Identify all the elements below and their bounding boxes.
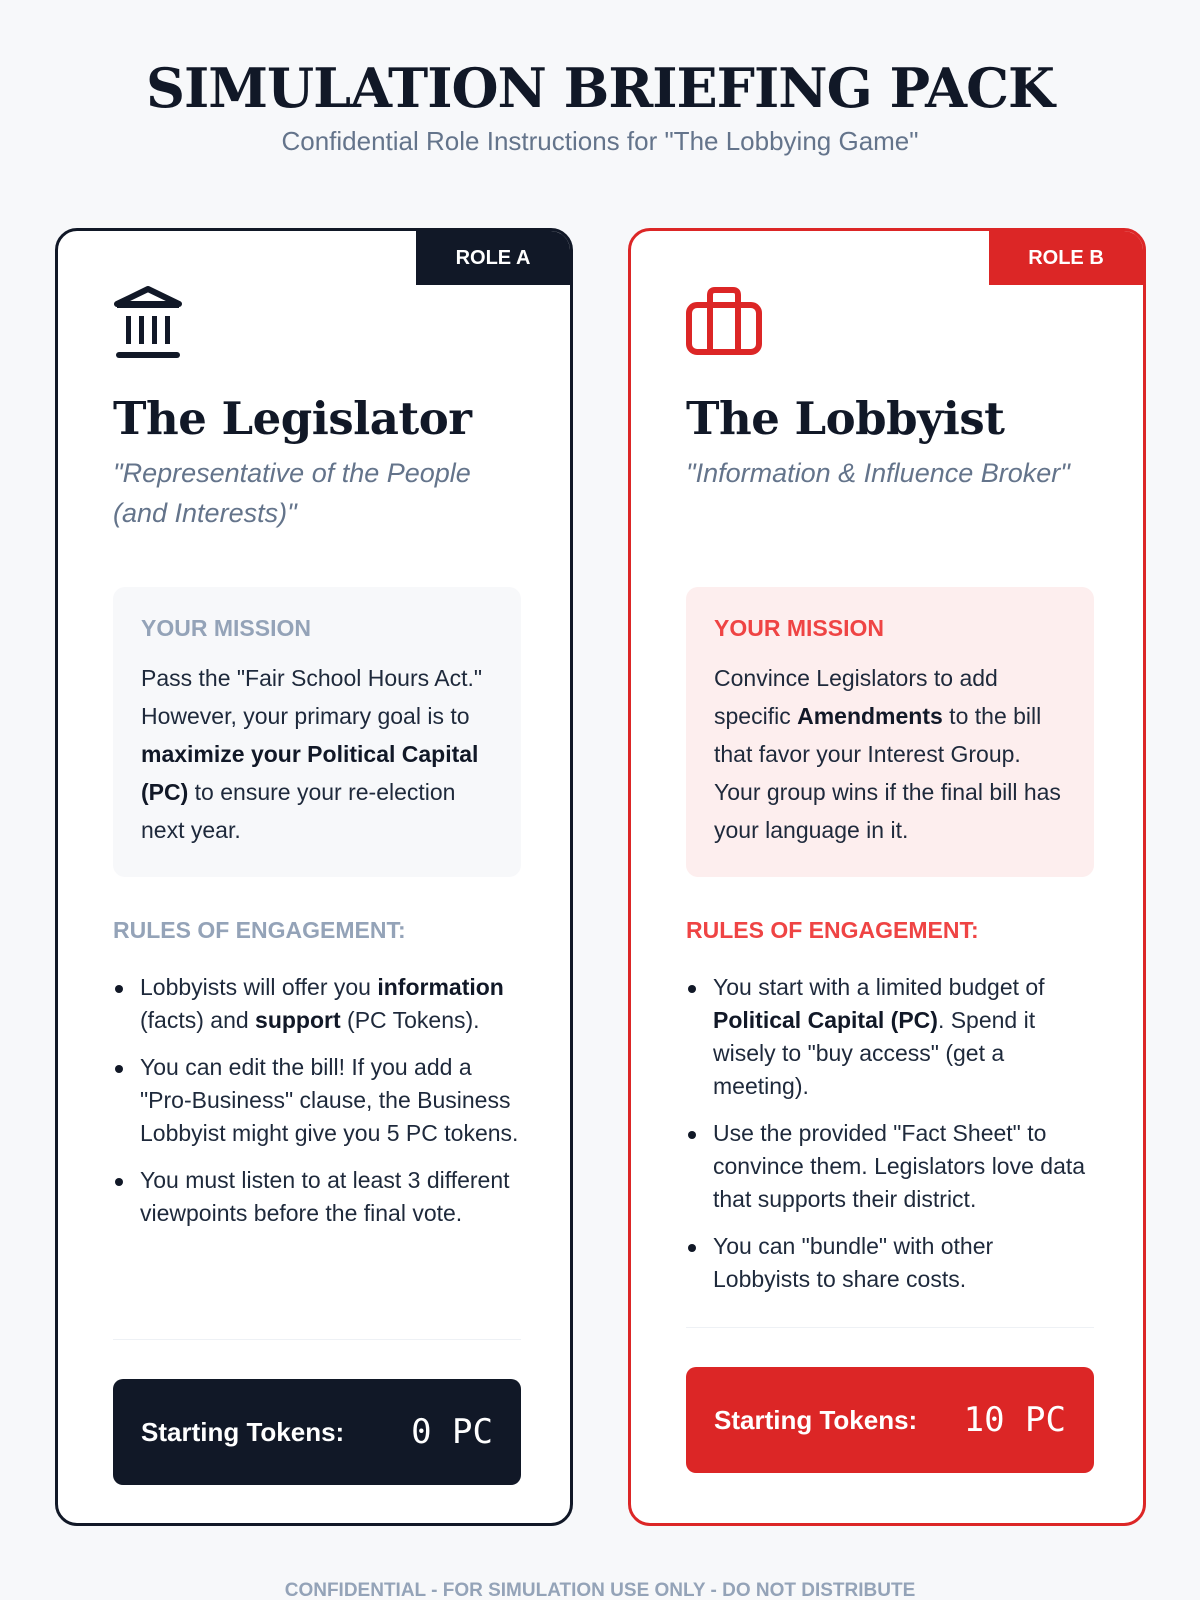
tokens-value: 10 PC (963, 1400, 1066, 1440)
rule-item: You must listen to at least 3 different viewpoints before the final vote. (113, 1164, 521, 1230)
starting-tokens-box (686, 1367, 1094, 1473)
rule-item: You can "bundle" with other Lobbyists to share costs. (686, 1230, 1094, 1296)
mission-box (686, 587, 1094, 877)
rule-item: You can edit the bill! If you add a "Pro-Business" clause, the Business Lobbyist might give you 5 PC tokens. (113, 1051, 521, 1150)
tokens-label: Starting Tokens: (141, 1416, 345, 1447)
mission-box (113, 587, 521, 877)
page-subtitle: Confidential Role Instructions for "The Lobbying Game" (281, 126, 919, 156)
rules-label: RULES OF ENGAGEMENT: (113, 917, 406, 943)
role-title: The Lobbyist (686, 392, 1005, 445)
mission-label: YOUR MISSION (714, 615, 884, 641)
tokens-label: Starting Tokens: (714, 1404, 918, 1435)
role-card-legislator (55, 228, 573, 1526)
capitol-building-icon (113, 286, 183, 367)
rules-label: RULES OF ENGAGEMENT: (686, 917, 979, 943)
role-tag: ROLE B (989, 231, 1143, 285)
mission-label: YOUR MISSION (141, 615, 311, 641)
role-quote: "Information & Influence Broker" (686, 458, 1070, 488)
rule-item: Use the provided "Fact Sheet" to convince them. Legislators love data that supports their district. (686, 1117, 1094, 1216)
mission-text: Convince Legislators to add specific Amendments to the bill that favor your Interest Group. Your group wins if the final bill has your language in it. (714, 665, 1061, 843)
divider (686, 1327, 1094, 1328)
divider (113, 1339, 521, 1340)
confidential-footer: CONFIDENTIAL - FOR SIMULATION USE ONLY - DO NOT DISTRIBUTE (284, 1580, 916, 1600)
page-header (0, 56, 1200, 157)
role-card-lobbyist (628, 228, 1146, 1526)
starting-tokens-box (113, 1379, 521, 1485)
role-tag: ROLE A (416, 231, 570, 285)
role-quote: "Representative of the People (and Interests)" (113, 458, 471, 528)
briefcase-icon (686, 286, 762, 361)
page-title: SIMULATION BRIEFING PACK (146, 56, 1054, 120)
rule-item: Lobbyists will offer you information (facts) and support (PC Tokens). (113, 971, 521, 1037)
tokens-value: 0 PC (411, 1412, 493, 1452)
rule-item: You start with a limited budget of Political Capital (PC). Spend it wisely to "buy access" (get a meeting). (686, 971, 1094, 1103)
mission-text: Pass the "Fair School Hours Act." However, your primary goal is to maximize your Political Capital (PC) to ensure your re-election next year. (141, 665, 483, 843)
role-title: The Legislator (113, 392, 472, 445)
rules-list (686, 971, 1094, 1310)
rules-list (113, 971, 521, 1244)
